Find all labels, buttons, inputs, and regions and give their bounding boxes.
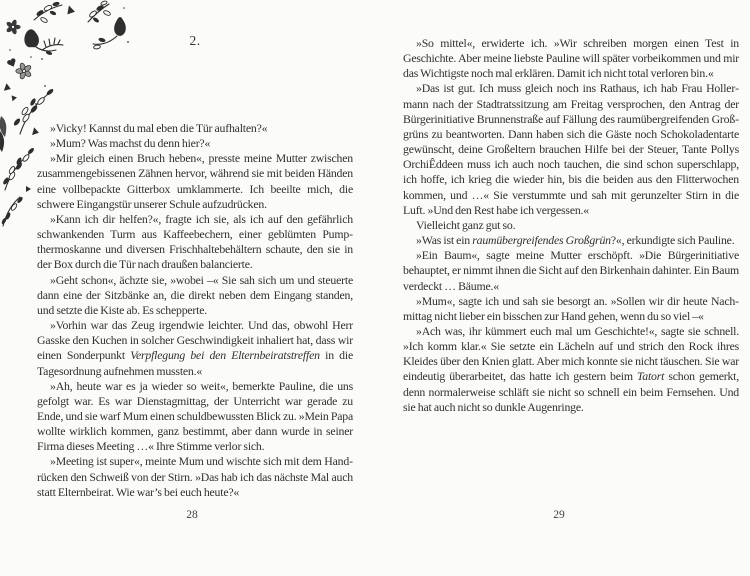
deco-flower-dark xyxy=(5,19,20,35)
paragraph: »Mum«, sagte ich und sah sie besorgt an. »Sollen wir dir heute Nachmittag nicht lieber ein bisschen zur Hand gehen, wenn du so viel –« xyxy=(403,293,739,323)
paragraph: »Kann ich dir helfen?«, fragte ich sie, als ich auf den gefährlich schwankenden Turm aus Kaffeebechern, einer geblümten Pumpthermoskanne und diversen Frischhaltebehältern schaute, den sie in der Box durch die Tür nach draußen balancierte. xyxy=(37,211,353,272)
left-page-number: 28 xyxy=(186,509,198,521)
deco-chevron-5 xyxy=(26,186,31,192)
deco-sprig-lower xyxy=(2,147,35,185)
left-page-text xyxy=(37,121,353,500)
deco-chevron-2 xyxy=(4,83,12,93)
deco-sprig-2 xyxy=(89,0,111,23)
paragraph: »Meeting ist super«, meinte Mum und wischte sich mit dem Handrücken den Schweiß von der Stirn. »Das hab ich das nächste Mal auch statt Elternbeirat. Wie war’s bei euch heute?« xyxy=(37,454,353,499)
paragraph: Vielleicht ganz gut so. xyxy=(416,217,516,232)
deco-chevron-1 xyxy=(67,6,75,16)
deco-heart xyxy=(6,58,17,69)
paragraph: »Vorhin war das Zeug irgendwie leichter. Und das, obwohl Herr Gasske den Kuchen in solcher Geschwindigkeit inhaliert hat, dass wir einen Sonderpunkt Verpflegung bei den Elternbeiratstreffen in die Tagesordnung aufnehmen mussten.« xyxy=(37,318,353,378)
paragraph: »Geht schon«, ächzte sie, »wobei –« Sie sah sich um und steuerte dann eine der Sitzbänke an, die direkt neben dem Eingang standen, und setzte die Kiste ab. Es schepperte. xyxy=(37,272,353,317)
paragraph: »Ah, heute war es ja wieder so weit«, bemerkte Pauline, die uns gefolgt war. Es war Dienstagmittag, der Unterricht war gerade zu Ende, und sie warf Mum einen schuldbewussten Blick zu. »Mein Papa wollte wirklich kommen, ganz bestimmt, aber dann wurde in seiner Firma dieses Meeting …« Ihre Stimme verlor sich. xyxy=(37,378,353,454)
deco-sprig-bottom xyxy=(1,196,24,225)
paragraph: »Ach was, ihr kümmert euch mal um Geschichte!«, sagte sie schnell. »Ich komm klar.« Sie setzte ein Lächeln auf und strich den Rock ihres Kleides über den Knien glatt. Aber mich konnte sie nicht täuschen. Sie war eindeutig überarbeitet, das hatte ich gestern beim Tatort schon gemerkt, denn normalerweise schläft sie nicht so schnell ein beim Fernsehen. Und sie hat auch nicht so dunkle Augenringe. xyxy=(403,323,739,414)
paragraph: »Ein Baum«, sagte meine Mutter erschöpft. »Die Bürgerinitiative behauptet, er nimmt ihnen die Sicht auf den Birkenhain dahinter. Ein Baum verdeckt … Bäume.« xyxy=(403,248,740,293)
right-page-text xyxy=(403,36,739,415)
paragraph: »Mum? Was machst du denn hier?« xyxy=(50,136,211,151)
deco-sprig-top xyxy=(36,1,60,23)
deco-dots xyxy=(9,7,129,105)
paragraph: »Vicky! Kannst du mal eben die Tür aufhalten?« xyxy=(50,121,268,135)
paragraph: »Das ist gut. Ich muss gleich noch ins Rathaus, ich hab Frau Hollermann nach der Stadtratssitzung am Freitag versprochen, den Antrag der Bürgerinitiative Brunnenstraße auf Fällung des raumübergreifenden Großgrüns zu beantworten. Dann haben sich die Gäste noch Schokoladentarte gewünscht, deine Großeltern brauchen Hilfe bei der Steuer, Tante Pollys OrchiÊddeen muss ich auch noch tauchen, die sind schon superschlapp, ich hoffe, ich krieg die wieder hin, bis die beiden aus den Flitterwochen kommen, und …« Sie verstummte und sah mit gerunzelter Stirn in die Luft. »Und den Rest habe ich vergessen.« xyxy=(403,81,739,217)
deco-chevron-3 xyxy=(12,95,18,102)
right-page-number: 29 xyxy=(553,509,565,521)
deco-flower-grey xyxy=(16,62,32,79)
chapter-number: 2. xyxy=(189,33,201,48)
paragraph: »Mir gleich einen Bruch heben«, presste meine Mutter zwischen zusammengebissenen Zähnen hervor, während sie mit beiden Händen eine vollbepackte Gitterbox umklammerte. Ich beeilte mich, die schwere Eingangstür unserer Schule aufzudrücken. xyxy=(37,151,353,211)
paragraph: »Was ist ein raumübergreifendes Großgrün?«, erkundigte sich Pauline. xyxy=(416,233,735,248)
paragraph: »So mittel«, erwiderte ich. »Wir schreiben morgen einen Test in Geschichte. Aber meine liebste Pauline will später vorbeikommen und mir das Wichtigste noch mal erklären. Damit ich nicht total verloren bin.« xyxy=(403,36,739,81)
